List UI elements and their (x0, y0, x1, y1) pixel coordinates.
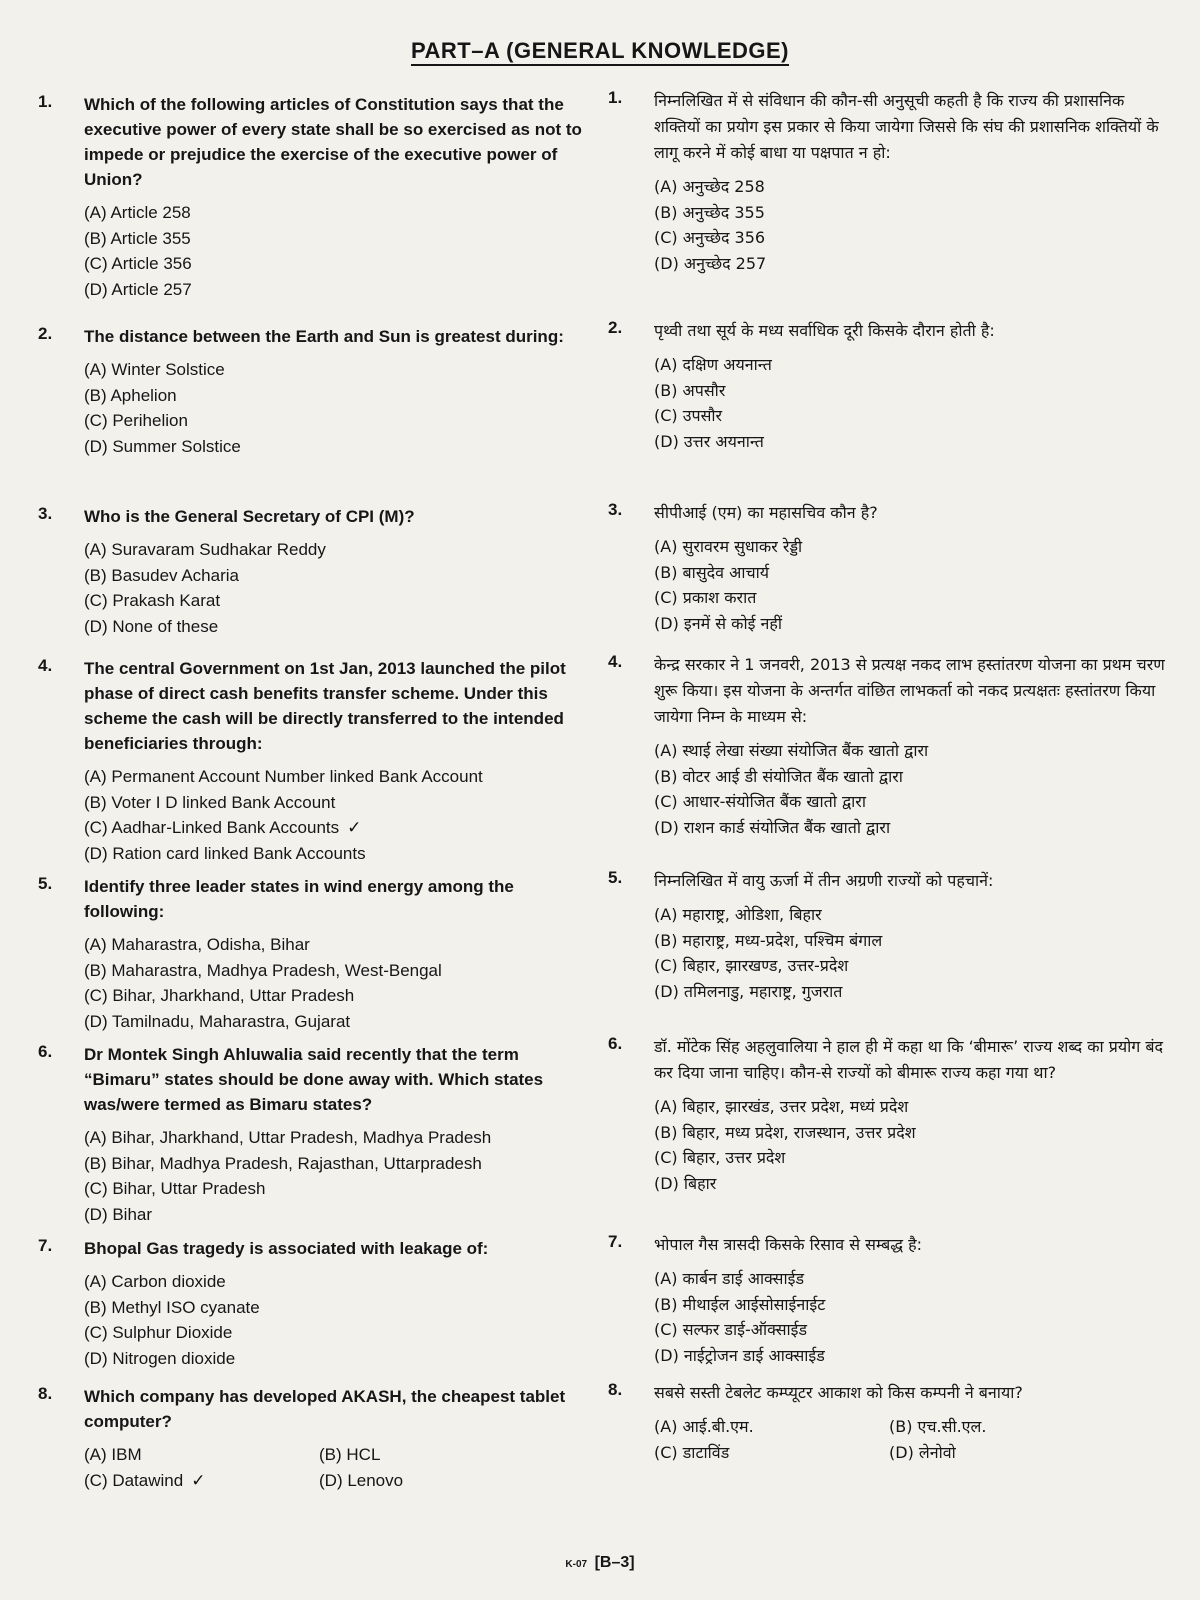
option-a: (A) Suravaram Sudhakar Reddy (84, 540, 326, 559)
question-hi-2 (608, 318, 1168, 454)
question-number: 5. (608, 868, 623, 887)
options-list (654, 534, 1168, 636)
option-b: (B) बिहार, मध्य प्रदेश, राजस्थान, उत्तर प्रदेश (654, 1122, 916, 1142)
question-number: 4. (608, 652, 623, 671)
option-a: (A) Carbon dioxide (84, 1272, 226, 1291)
option-d: (D) अनुच्छेद 257 (654, 253, 767, 273)
option-a: (A) महाराष्ट्र, ओडिशा, बिहार (654, 905, 822, 924)
question-number: 3. (608, 500, 623, 519)
option-c: (C) Datawind ✓ (84, 1468, 319, 1494)
options-grid (84, 1442, 590, 1493)
question-number: 7. (608, 1232, 623, 1251)
option-a: (A) अनुच्छेद 258 (654, 177, 765, 196)
option-b: (B) Bihar, Madhya Pradesh, Rajasthan, Uttarpradesh (84, 1153, 482, 1173)
option-c: (C) प्रकाश करात (654, 588, 757, 607)
question-stem: सीपीआई (एम) का महासचिव कौन है? (654, 503, 878, 522)
question-stem: डॉ. मोंटेक सिंह अहलुवालिया ने हाल ही में कहा था कि ‘बीमारू’ राज्य शब्द का प्रयोग बंद कर दिया जाना चाहिए। कौन-से राज्यों को बीमारू राज्य कहा गया था? (654, 1037, 1164, 1082)
option-d: (D) Bihar (84, 1204, 153, 1224)
question-en-4 (38, 656, 590, 866)
option-b: (B) अपसौर (654, 380, 726, 400)
option-c: (C) अनुच्छेद 356 (654, 228, 766, 247)
option-d: (D) Ration card linked Bank Accounts (84, 843, 366, 863)
option-d: (D) Summer Solstice (84, 436, 241, 456)
option-c: (C) Bihar, Uttar Pradesh (84, 1179, 266, 1198)
question-number: 1. (608, 88, 623, 107)
question-stem: सबसे सस्ती टेबलेट कम्प्यूटर आकाश को किस कम्पनी ने बनाया? (654, 1383, 1023, 1402)
question-hi-3 (608, 500, 1168, 636)
option-c: (C) Article 356 (84, 254, 192, 273)
question-number: 7. (38, 1236, 53, 1255)
checkmark-icon: ✓ (347, 818, 362, 837)
question-number: 2. (608, 318, 623, 337)
option-d: (D) बिहार (654, 1173, 717, 1193)
option-a: (A) कार्बन डाई आक्साईड (654, 1269, 805, 1288)
option-c: (C) आधार-संयोजित बैंक खातो द्वारा (654, 792, 866, 811)
options-list (84, 1269, 590, 1371)
option-c: (C) Prakash Karat (84, 591, 221, 610)
option-a: (A) बिहार, झारखंड, उत्तर प्रदेश, मध्यं प्रदेश (654, 1097, 909, 1116)
question-stem: Which of the following articles of Constitution says that the executive power of every state shall be so exercised as not to impede or prejudice the exercise of the executive power of Union? (84, 95, 582, 189)
question-number: 6. (38, 1042, 53, 1061)
options-list (654, 1094, 1168, 1196)
question-hi-1 (608, 88, 1168, 276)
question-number: 6. (608, 1034, 623, 1053)
option-c: (C) डाटाविंड (654, 1442, 730, 1462)
option-d: (D) Article 257 (84, 279, 192, 299)
option-b: (B) Basudev Acharia (84, 565, 239, 585)
question-en-5 (38, 874, 590, 1034)
option-b: (B) वोटर आई डी संयोजित बैंक खातो द्वारा (654, 766, 903, 786)
option-d: (D) तमिलनाडु, महाराष्ट्र, गुजरात (654, 981, 843, 1001)
question-stem: Bhopal Gas tragedy is associated with leakage of: (84, 1239, 489, 1258)
option-b: (B) महाराष्ट्र, मध्य-प्रदेश, पश्चिम बंगाल (654, 930, 883, 950)
option-b: (B) बासुदेव आचार्य (654, 562, 770, 582)
option-d: (D) Nitrogen dioxide (84, 1348, 236, 1368)
options-grid (654, 1414, 1168, 1465)
option-c: (C) Sulphur Dioxide (84, 1323, 233, 1342)
question-stem: केन्द्र सरकार ने 1 जनवरी, 2013 से प्रत्यक्ष नकद लाभ हस्तांतरण योजना का प्रथम चरण शुरू किया। इस योजना के अन्तर्गत वांछित लाभकर्ता को नकद प्रत्यक्षतः हस्तांतरण किया जायेगा निम्न के माध्यम से: (654, 655, 1165, 726)
question-number: 3. (38, 504, 53, 523)
options-list (654, 1266, 1168, 1368)
options-list (84, 932, 590, 1034)
question-hi-7 (608, 1232, 1168, 1368)
question-number: 8. (38, 1384, 53, 1403)
option-a: (A) Permanent Account Number linked Bank Account (84, 767, 483, 786)
question-stem: The central Government on 1st Jan, 2013 launched the pilot phase of direct cash benefits transfer scheme. Under this scheme the cash will be directly transferred to the intended beneficiaries through: (84, 659, 566, 753)
page-title: PART–A (GENERAL KNOWLEDGE) (0, 38, 1200, 64)
question-stem: Identify three leader states in wind energy among the following: (84, 877, 514, 921)
option-d: (D) Lenovo (319, 1470, 404, 1490)
paper-code: K-07 (565, 1559, 588, 1570)
question-number: 4. (38, 656, 53, 675)
option-c: (C) बिहार, उत्तर प्रदेश (654, 1148, 786, 1167)
options-list (654, 352, 1168, 454)
option-b: (B) एच.सी.एल. (889, 1417, 987, 1436)
options-list (84, 357, 590, 459)
question-en-8 (38, 1384, 590, 1493)
option-d: (D) नाईट्रोजन डाई आक्साईड (654, 1345, 825, 1365)
option-c: (C) Bihar, Jharkhand, Uttar Pradesh (84, 986, 355, 1005)
question-en-1 (38, 92, 590, 302)
question-hi-4 (608, 652, 1168, 840)
option-c: (C) Aadhar-Linked Bank Accounts ✓ (84, 815, 590, 841)
option-c: (C) सल्फर डाई-ऑक्साईड (654, 1320, 808, 1339)
options-list (84, 200, 590, 302)
option-d: (D) उत्तर अयनान्त (654, 431, 764, 451)
options-list (654, 738, 1168, 840)
question-stem: भोपाल गैस त्रासदी किसके रिसाव से सम्बद्ध है: (654, 1235, 923, 1254)
question-number: 2. (38, 324, 53, 343)
option-d: (D) लेनोवो (889, 1442, 956, 1462)
question-number: 8. (608, 1380, 623, 1399)
option-d: (D) राशन कार्ड संयोजित बैंक खातो द्वारा (654, 817, 891, 837)
question-stem: Which company has developed AKASH, the cheapest tablet computer? (84, 1387, 566, 1431)
question-en-7 (38, 1236, 590, 1371)
option-a: (A) दक्षिण अयनान्त (654, 355, 772, 374)
option-b: (B) Article 355 (84, 228, 191, 248)
question-number: 1. (38, 92, 53, 111)
option-a: (A) Winter Solstice (84, 360, 225, 379)
page-number: [B–3] (594, 1554, 635, 1571)
option-b: (B) HCL (319, 1445, 381, 1464)
options-list (654, 902, 1168, 1004)
question-hi-5 (608, 868, 1168, 1004)
page-footer (0, 1554, 1200, 1572)
option-c: (C) उपसौर (654, 406, 723, 425)
question-hi-6 (608, 1034, 1168, 1196)
option-b: (B) मीथाईल आईसोसाईनाईट (654, 1294, 826, 1314)
option-c: (C) बिहार, झारखण्ड, उत्तर-प्रदेश (654, 956, 849, 975)
option-b: (B) Methyl ISO cyanate (84, 1297, 260, 1317)
question-en-2 (38, 324, 590, 459)
option-c: (C) Perihelion (84, 411, 188, 430)
question-stem: निम्नलिखित में वायु ऊर्जा में तीन अग्रणी राज्यों को पहचानें: (654, 871, 994, 890)
question-number: 5. (38, 874, 53, 893)
option-a: (A) आई.बी.एम. (654, 1417, 754, 1436)
options-list (84, 537, 590, 639)
option-b: (B) Voter I D linked Bank Account (84, 792, 336, 812)
options-list (84, 1125, 590, 1227)
question-stem: निम्नलिखित में से संविधान की कौन-सी अनुसूची कहती है कि राज्य की प्रशासनिक शक्तियों का प्रयोग इस प्रकार से किया जायेगा जिससे कि संघ की प्रशासनिक शक्तियों के लागू करने में कोई बाधा या पक्षपात न हो: (654, 91, 1159, 162)
option-a: (A) Article 258 (84, 203, 191, 222)
options-list (654, 174, 1168, 276)
option-a: (A) IBM (84, 1445, 142, 1464)
option-b: (B) Maharastra, Madhya Pradesh, West-Bengal (84, 960, 442, 980)
options-list (84, 764, 590, 866)
option-d: (D) Tamilnadu, Maharastra, Gujarat (84, 1011, 351, 1031)
option-d: (D) इनमें से कोई नहीं (654, 613, 783, 633)
question-stem: पृथ्वी तथा सूर्य के मध्य सर्वाधिक दूरी किसके दौरान होती है: (654, 321, 995, 340)
question-en-3 (38, 504, 590, 639)
option-a: (A) Maharastra, Odisha, Bihar (84, 935, 310, 954)
question-stem: Who is the General Secretary of CPI (M)? (84, 507, 415, 526)
option-d: (D) None of these (84, 616, 219, 636)
checkmark-icon: ✓ (191, 1470, 206, 1490)
option-a: (A) Bihar, Jharkhand, Uttar Pradesh, Madhya Pradesh (84, 1128, 492, 1147)
option-a: (A) स्थाई लेखा संख्या संयोजित बैंक खातो द्वारा (654, 741, 929, 760)
option-b: (B) अनुच्छेद 355 (654, 202, 765, 222)
option-b: (B) Aphelion (84, 385, 177, 405)
question-hi-8 (608, 1380, 1168, 1465)
question-stem: The distance between the Earth and Sun is greatest during: (84, 327, 564, 346)
option-a: (A) सुरावरम सुधाकर रेड्डी (654, 537, 803, 556)
question-stem: Dr Montek Singh Ahluwalia said recently that the term “Bimaru” states should be done away with. Which states was/were termed as Bimaru states? (84, 1045, 544, 1114)
question-en-6 (38, 1042, 590, 1227)
